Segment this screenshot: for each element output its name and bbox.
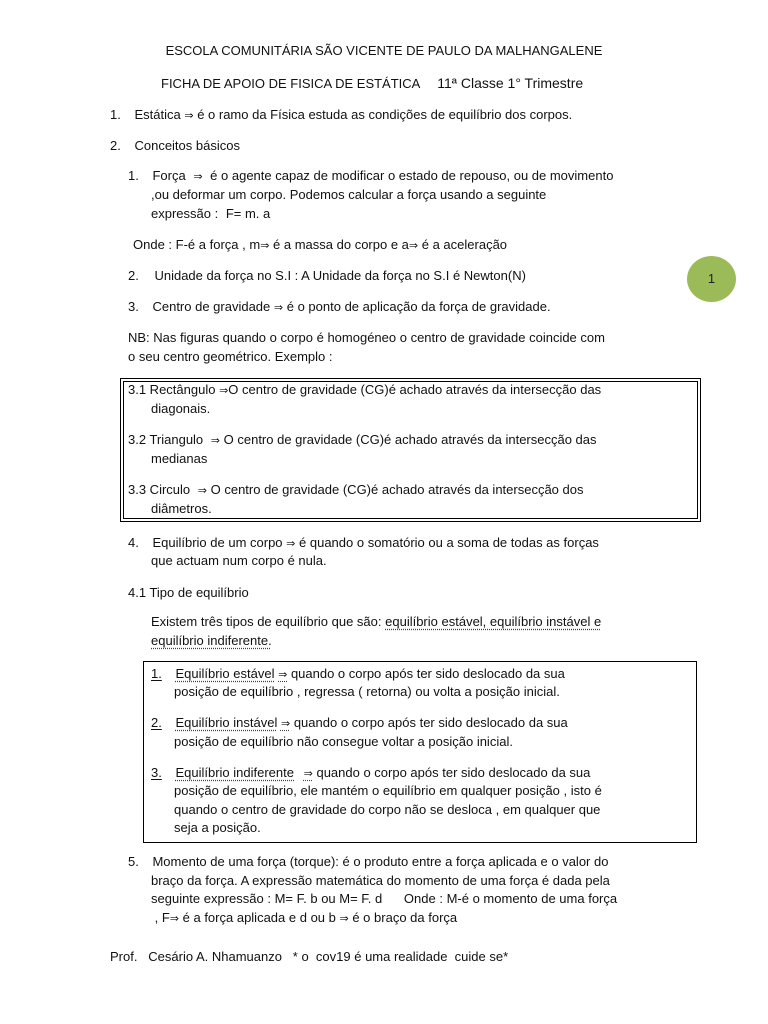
definition: quando o corpo após ter sido deslocado da sua [293,715,568,730]
text: ou [306,910,329,925]
term: Equilíbrio estável [175,666,275,681]
equilibrium-stable-line2: posição de equilíbrio , regressa ( retorna) ou volta a posição inicial. [174,684,560,699]
definition: é o agente capaz de modificar o estado de repouso, ou de movimento [210,168,614,183]
definition: é quando o somatório ou a soma de todas as forças [299,535,599,550]
term: 3.3 Circulo [128,482,191,497]
item-number: 3. [151,765,162,780]
example-circle-line2: diâmetros. [151,501,212,516]
text: Existem três tipos de equilíbrio que são: [151,614,386,629]
implies-arrow-icon: ⇒ [278,669,288,681]
equilibrium-stable [151,665,565,685]
implies-arrow-icon: ⇒ [184,110,194,122]
term: Centro de gravidade [152,299,271,314]
item-number: 1. [151,666,162,681]
item-1 [110,106,572,126]
term: 3.2 Triangulo [128,432,204,447]
term: Estática [134,107,181,122]
implies-arrow-icon: ⇒ [280,718,291,730]
sheet-title [161,74,583,94]
symbol: M [446,891,458,906]
item-number: 4. [128,535,139,550]
example-triangle [128,431,597,451]
concept-5 [128,853,608,872]
definition: quando o corpo após ter sido deslocado da sua [290,666,565,681]
definition: Momento de uma força (torque): é o produto entre a força aplicada e o valor do [152,854,609,869]
implies-arrow-icon: ⇒ [193,171,203,183]
example-triangle-line2: medianas [151,451,208,466]
text: seguinte expressão : [151,891,275,906]
example-rectangle-line2: diagonais. [151,401,211,416]
formula: M= F. b [274,891,318,906]
implies-arrow-icon: ⇒ [303,768,313,780]
definition: O centro de gravidade (CG)é achado através da intersecção das [228,382,602,397]
item-number: 3. [128,299,139,314]
equilibrium-indifferent-line3: quando o centro de gravidade do corpo não se desloca , em qualquer que [174,802,601,817]
symbol: d [299,910,307,925]
equilibrium-indifferent [151,764,590,784]
item-number: 2. [128,268,139,283]
implies-arrow-icon: ⇒ [169,913,180,925]
example-rectangle [128,381,601,401]
concept-1-line2: ,ou deformar um corpo. Podemos calcular a força usando a seguinte [151,187,547,202]
text: é o braço da força [352,910,458,925]
symbol: m [249,237,261,252]
equilibrium-indifferent-line2: posição de equilíbrio, ele mantém o equilíbrio em qualquer posição , isto é [174,783,602,798]
term: Equilíbrio de um corpo [152,535,283,550]
definition: é o ponto de aplicação da força de gravidade. [286,299,551,314]
example-circle [128,481,583,501]
symbol: b [328,910,336,925]
concept-4 [128,534,599,554]
concept-1-line3 [151,205,270,224]
item-number: 2. [151,715,162,730]
item-number: 2. [110,138,121,153]
section-title: Conceitos básicos [134,138,240,153]
text: é a aceleração [421,237,508,252]
concept-5-line3 [151,890,617,909]
implies-arrow-icon: ⇒ [260,240,270,252]
definition: O centro de gravidade (CG)é achado através da intersecção das [223,432,597,447]
nb-line1: NB: Nas figuras quando o corpo é homogéneo o centro de gravidade coincide com [128,330,605,345]
item-number: 5. [128,854,139,869]
item-number: 1. [110,107,121,122]
unit: Newton [463,268,508,283]
text: -é o momento de uma força [457,891,618,906]
unit-symbol: (N) [507,268,526,283]
nb-line2: o seu centro geométrico. Exemplo : [128,349,333,364]
text: Unidade da força no S.I : A Unidade da força no S.I é [154,268,464,283]
text: -é a força , [183,237,250,252]
item-number: 1. [128,168,139,183]
implies-arrow-icon: ⇒ [339,913,349,925]
implies-arrow-icon: ⇒ [219,385,229,397]
concept-5-line4 [151,909,457,929]
item-2 [110,137,240,156]
equilibrium-indifferent-line4: seja a posição. [174,820,261,835]
onde-line [133,236,507,256]
definition: é o ramo da Física estuda as condições de equilíbrio dos corpos. [197,107,573,122]
term: Força [152,168,186,183]
symbol: F [161,910,170,925]
types-list: equilíbrio indiferente. [151,633,272,648]
types-list: equilíbrio estável, equilíbrio instável e [385,614,602,629]
concept-3 [128,298,551,318]
sheet-class: 11ª Classe 1° Trimestre [437,75,584,91]
implies-arrow-icon: ⇒ [286,538,296,550]
subsection-title: 4.1 Tipo de equilíbrio [128,585,249,600]
equilibrium-types-intro [151,613,601,632]
school-name: ESCOLA COMUNITÁRIA SÃO VICENTE DE PAULO DA MALHANGALENE [165,43,603,58]
page-number-badge: 1 [687,256,736,302]
footer-author: Prof. Cesário A. Nhamuanzo * o cov19 é uma realidade cuide se* [110,949,509,964]
term: Equilíbrio instável [175,715,278,730]
symbol: F [175,237,184,252]
equilibrium-types-intro-line2 [151,632,272,651]
formula: M= F. d [339,891,383,906]
implies-arrow-icon: ⇒ [197,485,207,497]
concept-5-line2: braço da força. A expressão matemática do momento de uma força é dada pela [151,873,610,888]
implies-arrow-icon: ⇒ [408,240,419,252]
concept-4-line2: que actuam num corpo é nula. [151,553,327,568]
concept-2 [128,267,526,286]
implies-arrow-icon: ⇒ [210,435,221,447]
concept-1 [128,167,613,187]
text: Onde : [382,891,447,906]
text: ou [317,891,340,906]
equilibrium-unstable-line2: posição de equilíbrio não consegue voltar a posição inicial. [174,734,513,749]
term: 3.1 Rectângulo [128,382,216,397]
symbol: a [401,237,409,252]
text: , [151,910,162,925]
sheet-title-text: FICHA DE APOIO DE FISICA DE ESTÁTICA [161,76,420,91]
definition: quando o corpo após ter sido deslocado da sua [316,765,591,780]
definition: O centro de gravidade (CG)é achado através da intersecção dos [210,482,584,497]
text: Onde : [133,237,176,252]
implies-arrow-icon: ⇒ [273,302,284,314]
formula: F= m. a [225,206,271,221]
text: é a força aplicada e [182,910,300,925]
equilibrium-unstable [151,714,568,734]
text: é a massa do corpo e [273,237,402,252]
text: expressão : [151,206,219,221]
term: Equilíbrio indiferente [175,765,294,780]
